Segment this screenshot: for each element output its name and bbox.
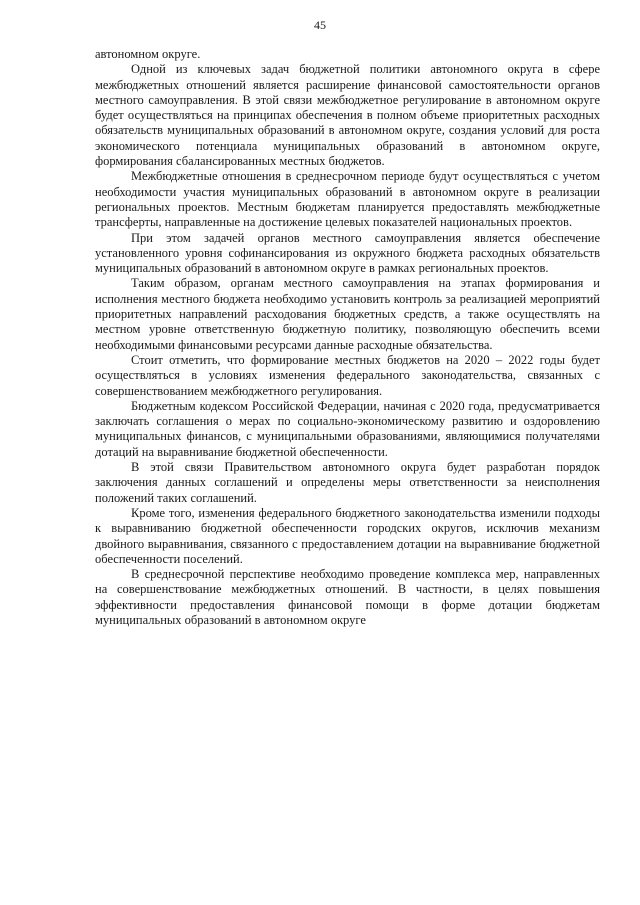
paragraph: Таким образом, органам местного самоуправления на этапах формирования и исполнения местного бюджета необходимо установить контроль за реализацией мероприятий приоритетных направлений расходования бюджетных средств, а также осуществлять на местном уровне ответственную бюджетную политику, позволяющую обеспечить всеми необходимыми финансовыми ресурсами данные расходные обязательства. bbox=[95, 276, 600, 352]
paragraph: Стоит отметить, что формирование местных бюджетов на 2020 – 2022 годы будет осуществляться в условиях изменения федерального законодательства, связанных с совершенствованием межбюджетного регулирования. bbox=[95, 352, 600, 398]
paragraph: Бюджетным кодексом Российской Федерации, начиная с 2020 года, предусматривается заключать соглашения о мерах по социально-экономическому развитию и оздоровлению муниципальных финансов, с муниципальными образованиями, являющимися получателями дотаций на выравнивание бюджетной обеспеченности. bbox=[95, 398, 600, 459]
paragraph-continuation: автономном округе. bbox=[95, 47, 201, 61]
paragraph: В этой связи Правительством автономного округа будет разработан порядок заключения данных соглашений и определены меры ответственности за неисполнения положений таких соглашений. bbox=[95, 460, 600, 505]
paragraph: В среднесрочной перспективе необходимо проведение комплекса мер, направленных на совершенствование межбюджетных отношений. В частности, в целях повышения эффективности предоставления финансовой помощи в форме дотации бюджетам муниципальных образований в автономном округе bbox=[95, 567, 600, 627]
paragraph: Межбюджетные отношения в среднесрочном периоде будут осуществляться с учетом необходимости участия муниципальных образований в автономном округе в реализации региональных проектов. Местным бюджетам планируется предоставлять межбюджетные трансферты, направленные на достижение целевых показателей национальных проектов. bbox=[95, 169, 600, 230]
paragraph: Кроме того, изменения федерального бюджетного законодательства изменили подходы к выравниванию бюджетной обеспеченности городских округов, исключив механизм двойного выравнивания, связанного с предоставлением дотации на выравнивание бюджетной обеспеченности поселений. bbox=[95, 505, 600, 566]
paragraph: Одной из ключевых задач бюджетной политики автономного округа в сфере межбюджетных отношений является расширение финансовой самостоятельности органов местного самоуправления. В этой связи межбюджетное регулирование в автономном округе будет осуществляться на принципах обеспечения в полном объеме приоритетных расходных обязательств муниципальных образований в автономном округе, создания условий для роста экономического потенциала муниципальных образований в автономном округе, формирования сбалансированных местных бюджетов. bbox=[95, 62, 600, 169]
paragraph: При этом задачей органов местного самоуправления является обеспечение установленного уровня софинансирования из окружного бюджета расходных обязательств муниципальных образований в автономном округе в рамках региональных проектов. bbox=[95, 230, 600, 276]
document-body bbox=[95, 47, 600, 628]
page-number: 45 bbox=[314, 18, 326, 32]
